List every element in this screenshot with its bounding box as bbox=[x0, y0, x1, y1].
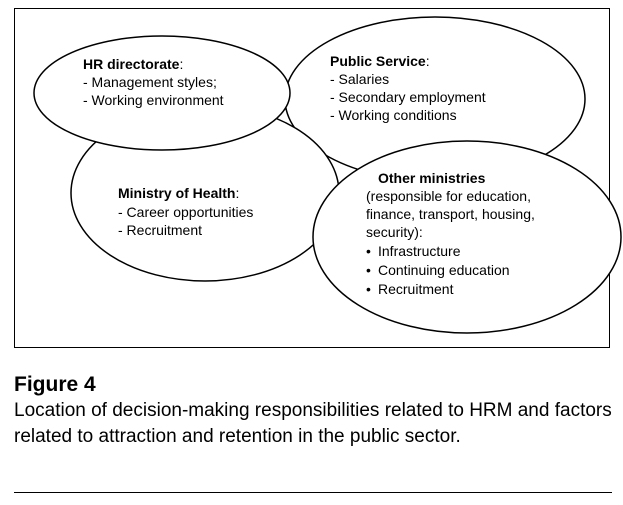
other-ministries-desc: security): bbox=[366, 224, 423, 240]
hr-title-colon: : bbox=[179, 56, 184, 72]
public-service-title: Public Service bbox=[330, 53, 426, 69]
public-service-item: - Secondary employment bbox=[330, 89, 486, 105]
other-ministries-title: Other ministries bbox=[378, 170, 486, 186]
other-ministries-desc: finance, transport, housing, bbox=[366, 206, 535, 222]
public-service-title-colon: : bbox=[425, 53, 430, 69]
health-title: Ministry of Health bbox=[118, 185, 236, 201]
hr-item: - Working environment bbox=[83, 92, 224, 108]
figure-caption bbox=[14, 372, 614, 450]
other-ministries-desc: (responsible for education, bbox=[366, 188, 531, 204]
hr-item: - Management styles; bbox=[83, 74, 217, 90]
figure-caption-text: Location of decision-making responsibilities related to HRM and factors related to attraction and retention in the public sector. bbox=[14, 400, 612, 447]
bullet-icon: • bbox=[366, 243, 371, 259]
public-service-title-line bbox=[330, 53, 430, 69]
health-title-colon: : bbox=[235, 185, 240, 201]
hr-title-line bbox=[83, 56, 183, 72]
figure-number: Figure 4 bbox=[14, 373, 96, 396]
public-service-item: - Salaries bbox=[330, 71, 390, 87]
bullet-icon: • bbox=[366, 262, 371, 278]
health-item: - Recruitment bbox=[118, 222, 203, 238]
health-title-line bbox=[118, 185, 239, 201]
bottom-rule bbox=[14, 492, 612, 493]
bullet-icon: • bbox=[366, 281, 371, 297]
other-ministries-item: Recruitment bbox=[378, 281, 454, 297]
public-service-item: - Working conditions bbox=[330, 107, 457, 123]
hr-title: HR directorate bbox=[83, 56, 180, 72]
other-ministries-item: Infrastructure bbox=[378, 243, 461, 259]
health-item: - Career opportunities bbox=[118, 204, 254, 220]
other-ministries-item: Continuing education bbox=[378, 262, 510, 278]
